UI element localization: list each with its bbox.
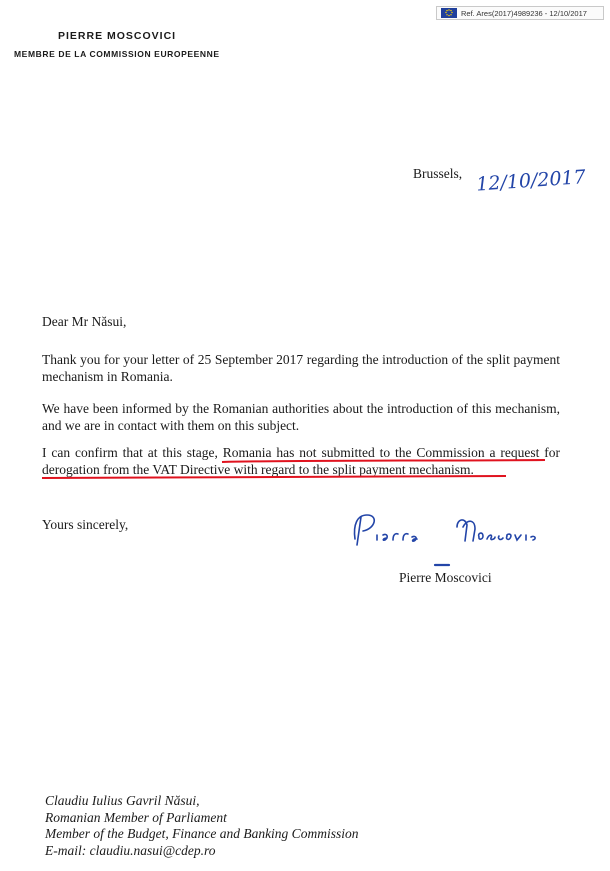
handwritten-signature [345,505,560,575]
recipient-commission: Member of the Budget, Finance and Banking Commission [45,826,359,841]
paragraph-3-intro: I can confirm that at this stage, [42,445,223,460]
recipient-email: E-mail: claudiu.nasui@cdep.ro [45,842,216,858]
paragraph-3-end: . [470,461,474,477]
recipient-name: Claudiu Iulius Gavril Năsui, [45,793,200,808]
letterhead-title: MEMBRE DE LA COMMISSION EUROPEENNE [14,49,220,59]
closing: Yours sincerely, [42,517,129,532]
paragraph-1: Thank you for your letter of 25 September 2017 regarding the introduction of the split payment mechanism in Romania. [42,352,560,384]
letterhead-name: PIERRE MOSCOVICI [58,30,177,42]
signer-name: Pierre Moscovici [399,570,492,585]
highlighted-statement-2: for derogation from the VAT Directive with regard to the split payment mechanism [42,445,561,477]
salutation: Dear Mr Năsui, [42,314,127,329]
recipient-role: Romanian Member of Parliament [45,809,227,825]
recipient-block [45,793,358,859]
underline-1 [222,460,545,462]
place-label: Brussels, [413,166,463,181]
paragraph-2: We have been informed by the Romanian authorities about the introduction of this mechanism, and we are in contact with them on this subject. [42,401,560,433]
reference-text: Ref. Ares(2017)4989236 - 12/10/2017 [461,8,587,18]
svg-text:12/10/2017: 12/10/2017 [475,166,587,196]
underline-2 [42,476,506,478]
highlighted-statement-1: Romania has not submitted to the Commission a request [222,445,540,460]
